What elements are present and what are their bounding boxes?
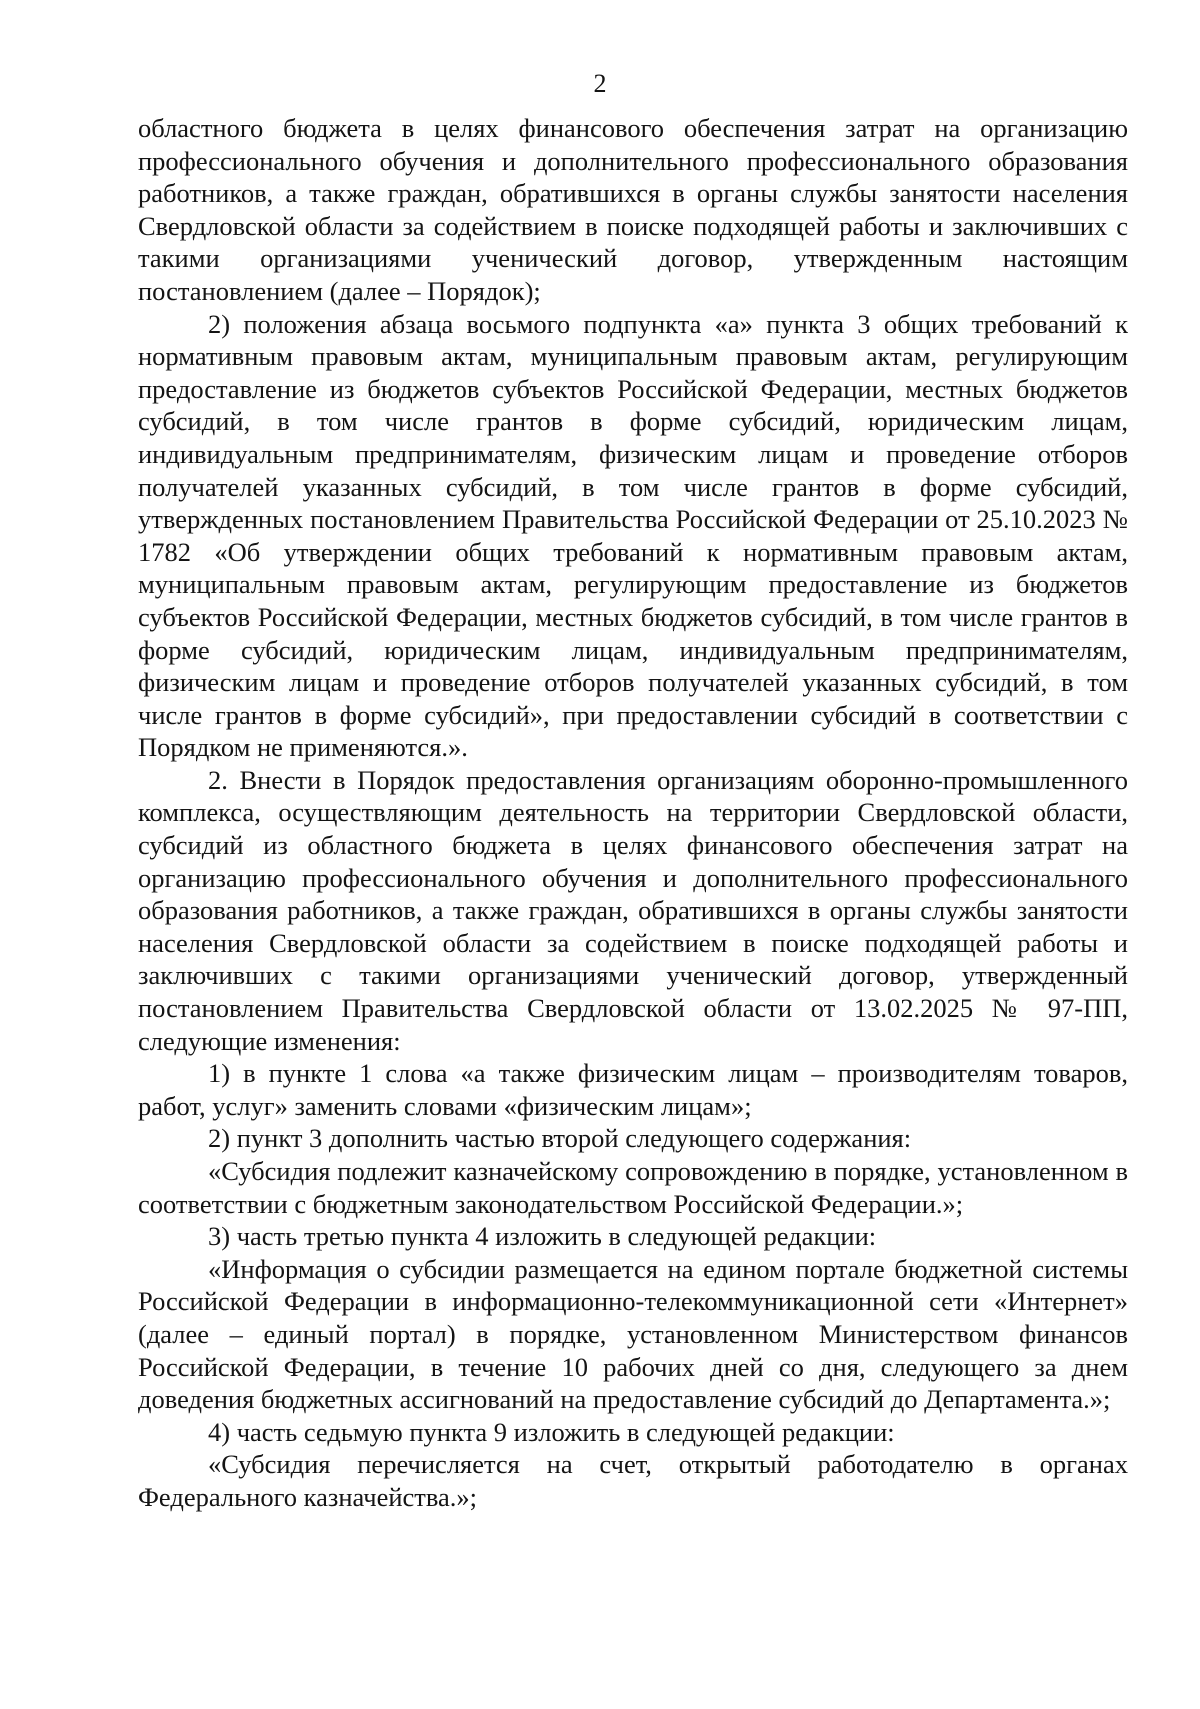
paragraph: 2) положения абзаца восьмого подпункта «а» пункта 3 общих требований к нормативным правовым актам, муниципальным правовым актам, регулирующим предоставление из бюджетов субъектов Российской Федерации, местных бюджетов субсидий, в том числе грантов в форме субсидий, юридическим лицам, индивидуальным предпринимателям, физическим лицам и проведение отборов получателей указанных субсидий, в том числе грантов в форме субсидий, утвержденных постановлением Правительства Российской Федерации от 25.10.2023 № 1782 «Об утверждении общих требований к нормативным правовым актам, муниципальным правовым актам, регулирующим предоставление из бюджетов субъектов Российской Федерации, местных бюджетов субсидий, в том числе грантов в форме субсидий, юридическим лицам, индивидуальным предпринимателям, физическим лицам и проведение отборов получателей указанных субсидий, в том числе грантов в форме субсидий», при предоставлении субсидий в соответствии с Порядком не применяются.».: [138, 308, 1128, 763]
paragraph: 4) часть седьмую пункта 9 изложить в следующей редакции:: [208, 1416, 895, 1447]
paragraph: «Субсидия перечисляется на счет, открытый работодателю в органах Федерального казначейства.»;: [138, 1449, 1128, 1512]
paragraph: 3) часть третью пункта 4 изложить в следующей редакции:: [208, 1221, 877, 1252]
page-number: 2: [593, 69, 607, 98]
paragraph: «Информация о субсидии размещается на едином портале бюджетной системы Российской Федерации в информационно-телекоммуникационной сети «Интернет» (далее – единый портал) в порядке, установленном Министерством финансов Российской Федерации, в течение 10 рабочих дней со дня, следующего за днем доведения бюджетных ассигнований на предоставление субсидий до Департамента.»;: [138, 1253, 1128, 1415]
paragraph: областного бюджета в целях финансового обеспечения затрат на организацию профессионального обучения и дополнительного профессионального образования работников, а также граждан, обратившихся в органы службы занятости населения Свердловской области за содействием в поиске подходящей работы и заключивших с такими организациями ученический договор, утвержденным настоящим постановлением (далее – Порядок);: [138, 113, 1128, 306]
paragraph: 1) в пункте 1 слова «а также физическим лицам – производителям товаров, работ, услуг» заменить словами «физическим лицам»;: [138, 1058, 1128, 1121]
document-body: [138, 112, 1128, 1514]
paragraph: 2) пункт 3 дополнить частью второй следующего содержания:: [208, 1123, 912, 1154]
paragraph: 2. Внести в Порядок предоставления организациям оборонно-промышленного комплекса, осуществляющим деятельность на территории Свердловской области, субсидий из областного бюджета в целях финансового обеспечения затрат на организацию профессионального обучения и дополнительного профессионального образования работников, а также граждан, обратившихся в органы службы занятости населения Свердловской области за содействием в поиске подходящей работы и заключивших с такими организациями ученический договор, утвержденный постановлением Правительства Свердловской области от 13.02.2025 № 97-ПП, следующие изменения:: [138, 764, 1128, 1056]
paragraph: «Субсидия подлежит казначейскому сопровождению в порядке, установленном в соответствии с бюджетным законодательством Российской Федерации.»;: [138, 1156, 1128, 1219]
